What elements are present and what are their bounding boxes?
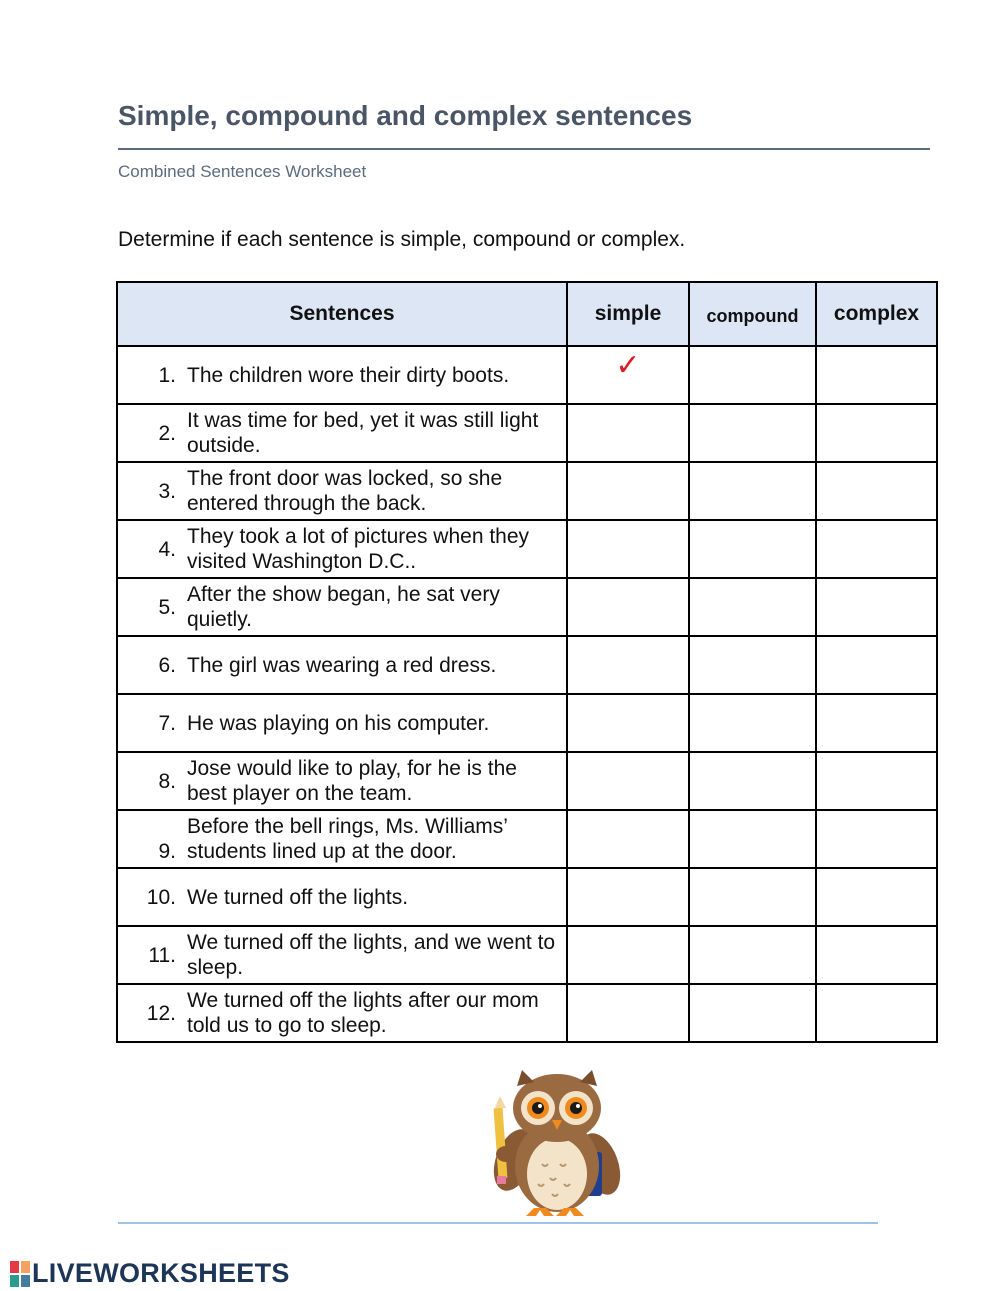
simple-answer-cell[interactable]: [567, 346, 689, 404]
compound-answer-cell[interactable]: [689, 578, 816, 636]
compound-answer-cell[interactable]: [689, 520, 816, 578]
sentence-content: [118, 579, 566, 635]
complex-answer-cell[interactable]: [816, 810, 937, 868]
table-row: [117, 752, 937, 810]
sentence-content: [118, 869, 566, 925]
sentence-number: 4.: [158, 537, 176, 561]
table-row: [117, 636, 937, 694]
sentence-content: [118, 927, 566, 983]
compound-answer-cell[interactable]: [689, 694, 816, 752]
table-row: [117, 810, 937, 868]
header-simple: simple: [567, 282, 689, 346]
sentence-cell: [117, 752, 567, 810]
liveworksheets-logo: [10, 1258, 290, 1289]
sentence-text: We turned off the lights.: [187, 885, 409, 909]
sentence-text: The front door was locked, so she entered through the back.: [187, 467, 503, 515]
table-row: [117, 926, 937, 984]
sentences-table: [116, 281, 938, 1043]
compound-answer-cell[interactable]: [689, 984, 816, 1042]
simple-answer-cell[interactable]: [567, 694, 689, 752]
sentence-text: He was playing on his computer.: [187, 711, 490, 735]
sentence-number: 6.: [158, 653, 176, 677]
header-sentences: Sentences: [117, 282, 567, 346]
complex-answer-cell[interactable]: [816, 520, 937, 578]
complex-answer-cell[interactable]: [816, 694, 937, 752]
sentence-cell: [117, 636, 567, 694]
sentence-content: [118, 637, 566, 693]
table-row: [117, 578, 937, 636]
sentence-cell: [117, 578, 567, 636]
compound-answer-cell[interactable]: [689, 636, 816, 694]
complex-answer-cell[interactable]: [816, 752, 937, 810]
simple-answer-cell[interactable]: [567, 578, 689, 636]
instructions: Determine if each sentence is simple, compound or complex.: [118, 228, 686, 251]
worksheet-subtitle: Combined Sentences Worksheet: [118, 162, 367, 181]
table-row: [117, 694, 937, 752]
complex-answer-cell[interactable]: [816, 462, 937, 520]
sentence-number: 9.: [158, 840, 176, 863]
simple-answer-cell[interactable]: [567, 636, 689, 694]
sentence-content: [118, 811, 566, 867]
sentence-number: 3.: [158, 479, 176, 503]
table-row: [117, 984, 937, 1042]
table-row: [117, 868, 937, 926]
sentence-cell: [117, 926, 567, 984]
complex-answer-cell[interactable]: [816, 404, 937, 462]
compound-answer-cell[interactable]: [689, 810, 816, 868]
simple-answer-cell[interactable]: [567, 520, 689, 578]
complex-answer-cell[interactable]: [816, 636, 937, 694]
complex-answer-cell[interactable]: [816, 868, 937, 926]
compound-answer-cell[interactable]: [689, 926, 816, 984]
simple-answer-cell[interactable]: [567, 984, 689, 1042]
sentence-number: 12.: [146, 1001, 176, 1025]
check-mark-icon: ✓: [615, 349, 641, 382]
worksheet-title: Simple, compound and complex sentences: [118, 100, 693, 131]
sentence-cell: [117, 520, 567, 578]
owl-illustration: [482, 1068, 632, 1218]
sentence-text: Before the bell rings, Ms. Williams’ students lined up at the door.: [187, 815, 508, 863]
header-compound: compound: [689, 282, 816, 346]
sentence-cell: [117, 404, 567, 462]
simple-answer-cell[interactable]: [567, 404, 689, 462]
simple-answer-cell[interactable]: [567, 868, 689, 926]
sentence-number: 2.: [158, 421, 176, 445]
complex-answer-cell[interactable]: [816, 346, 937, 404]
sentence-text: We turned off the lights after our mom told us to go to sleep.: [187, 989, 539, 1037]
sentence-content: [118, 405, 566, 461]
table-row: [117, 462, 937, 520]
sentence-content: [118, 521, 566, 577]
footer-divider: [118, 1222, 878, 1224]
sentence-text: After the show began, he sat very quietly.: [187, 583, 500, 631]
table-row: [117, 404, 937, 462]
compound-answer-cell[interactable]: [689, 346, 816, 404]
table-row: [117, 346, 937, 404]
sentence-cell: [117, 462, 567, 520]
complex-answer-cell[interactable]: [816, 578, 937, 636]
compound-answer-cell[interactable]: [689, 404, 816, 462]
sentence-content: [118, 695, 566, 751]
liveworksheets-logo-icon: [10, 1261, 30, 1287]
complex-answer-cell[interactable]: [816, 984, 937, 1042]
sentence-number: 7.: [158, 711, 176, 735]
sentence-text: The girl was wearing a red dress.: [187, 653, 497, 677]
sentence-content: [118, 753, 566, 809]
sentence-number: 5.: [158, 595, 176, 619]
sentence-text: We turned off the lights, and we went to sleep.: [187, 931, 556, 979]
sentence-number: 8.: [158, 769, 176, 793]
sentence-cell: [117, 868, 567, 926]
simple-answer-cell[interactable]: [567, 810, 689, 868]
simple-answer-cell[interactable]: [567, 752, 689, 810]
title-divider: [118, 148, 930, 150]
logo-text: LIVEWORKSHEETS: [32, 1258, 290, 1288]
sentence-number: 10.: [146, 885, 176, 909]
compound-answer-cell[interactable]: [689, 868, 816, 926]
sentence-content: [118, 463, 566, 519]
table-header-row: [117, 282, 937, 346]
simple-answer-cell[interactable]: [567, 926, 689, 984]
sentence-cell: [117, 694, 567, 752]
compound-answer-cell[interactable]: [689, 752, 816, 810]
sentence-text: Jose would like to play, for he is the best player on the team.: [187, 757, 517, 805]
complex-answer-cell[interactable]: [816, 926, 937, 984]
sentence-text: It was time for bed, yet it was still light outside.: [187, 409, 539, 457]
header-complex: complex: [816, 282, 937, 346]
sentence-text: They took a lot of pictures when they visited Washington D.C..: [187, 525, 530, 573]
sentence-content: [118, 347, 566, 403]
simple-answer-cell[interactable]: [567, 462, 689, 520]
table-row: [117, 520, 937, 578]
sentence-text: The children wore their dirty boots.: [187, 363, 510, 387]
compound-answer-cell[interactable]: [689, 462, 816, 520]
sentence-cell: [117, 984, 567, 1042]
sentence-content: [118, 985, 566, 1041]
sentence-number: 1.: [158, 363, 176, 387]
sentence-cell: [117, 810, 567, 868]
sentence-number: 11.: [148, 943, 176, 967]
sentence-cell: [117, 346, 567, 404]
